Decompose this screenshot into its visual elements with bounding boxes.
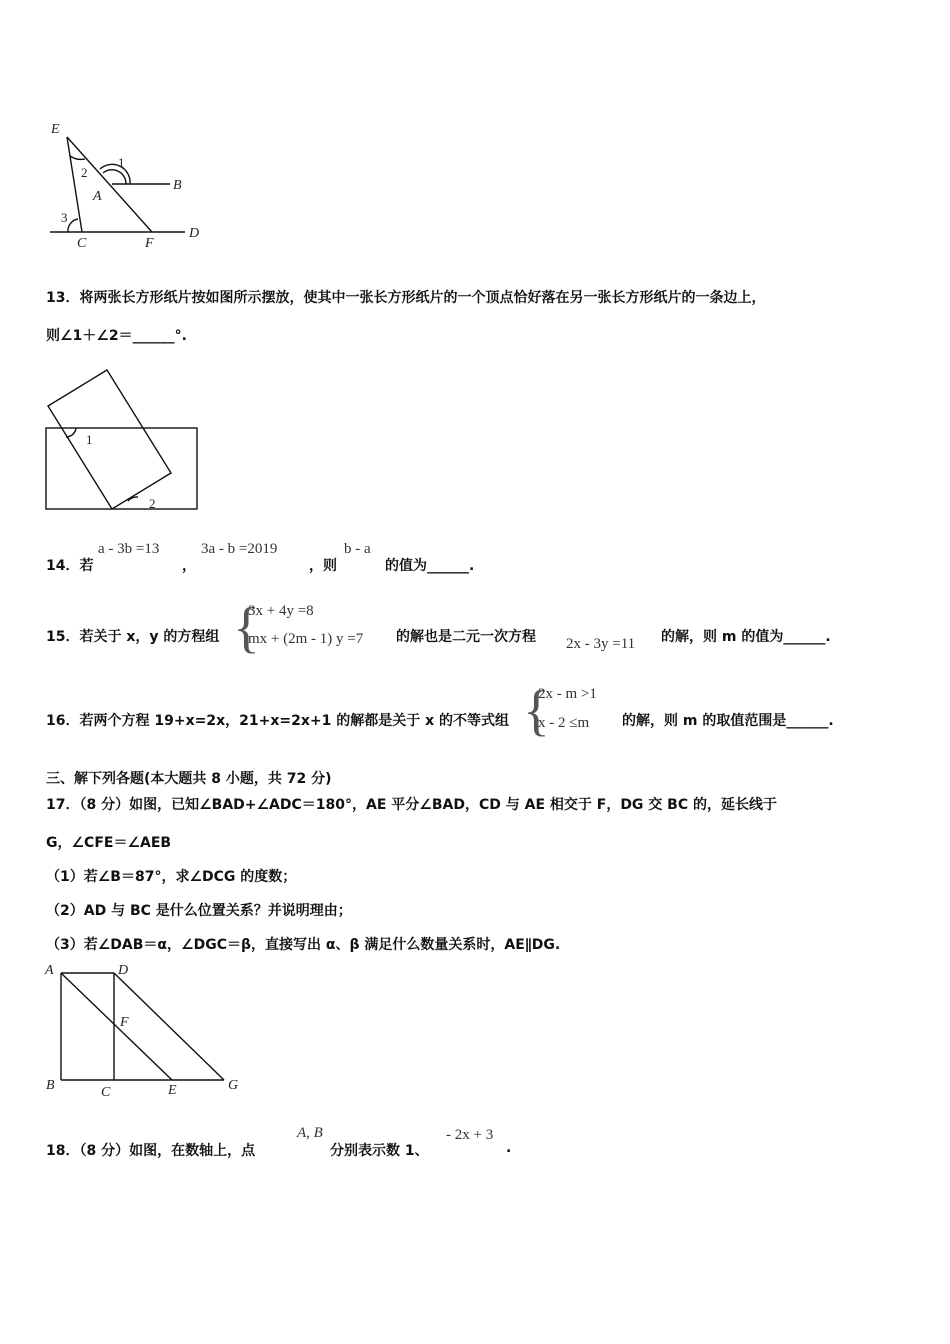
q15-eq: 2x - 3y =11 <box>566 636 636 652</box>
label-2: 2 <box>81 165 88 180</box>
label-G: G <box>228 1078 239 1093</box>
label-2: 2 <box>149 496 156 511</box>
q14-prefix: 14．若 <box>46 558 94 574</box>
label-B: B <box>173 178 182 193</box>
label-F: F <box>120 1015 129 1030</box>
q17-sub3: （3）若∠DAB＝α，∠DGC＝β，直接写出 α、β 满足什么数量关系时，AE∥DG. <box>46 937 561 953</box>
angle-arc-1 <box>66 428 76 437</box>
q13-line1: 13．将两张长方形纸片按如图所示摆放，使其中一张长方形纸片的一个顶点恰好落在另一张长方形纸片的一条边上， <box>46 290 766 306</box>
q14-eq2: 3a - b =2019 <box>201 541 278 557</box>
q18-suffix: . <box>506 1140 512 1156</box>
label-3: 3 <box>61 210 68 225</box>
q17-sub1: （1）若∠B＝87°，求∠DCG 的度数； <box>46 869 297 885</box>
label-C: C <box>77 236 87 251</box>
label-B: B <box>46 1078 55 1093</box>
q14-comma: ， <box>182 558 196 574</box>
figure-q13 <box>40 365 210 515</box>
q17-line1: 17．（8 分）如图，已知∠BAD+∠ADC＝180°，AE 平分∠BAD，CD 与 AE 相交于 F，DG 交 BC 的，延长线于 <box>46 797 777 813</box>
q17-sub2: （2）AD 与 BC 是什么位置关系？并说明理由； <box>46 903 352 919</box>
figure-q17 <box>40 958 250 1103</box>
label-E: E <box>51 122 60 137</box>
q15-suffix: 的解，则 m 的值为______. <box>661 629 831 645</box>
q16-brace: { <box>523 680 550 742</box>
label-E: E <box>168 1083 177 1098</box>
q15-sys2: mx + (2m - 1) y =7 <box>248 631 364 647</box>
label-A: A <box>45 963 54 978</box>
q14-suffix: 的值为______. <box>385 558 475 574</box>
q16-sys2: x - 2 ≤m <box>538 715 590 731</box>
q18-points: A, B <box>297 1125 323 1141</box>
figure-q12 <box>40 115 220 255</box>
segment-dg <box>114 973 224 1080</box>
q14-eq1: a - 3b =13 <box>98 541 160 557</box>
q16-sys1: 2x - m >1 <box>538 686 597 702</box>
q17-line2: G，∠CFE＝∠AEB <box>46 835 172 851</box>
q16-prefix: 16．若两个方程 19+x=2x，21+x=2x+1 的解都是关于 x 的不等式组 <box>46 713 509 729</box>
q15-sys1: 3x + 4y =8 <box>248 603 314 619</box>
label-F: F <box>145 236 154 251</box>
q15-prefix: 15．若关于 x，y 的方程组 <box>46 629 220 645</box>
q14-then: ，则 <box>309 558 337 574</box>
angle-arc-3 <box>68 219 78 232</box>
label-D: D <box>118 963 129 978</box>
label-C: C <box>101 1085 111 1100</box>
q18-expr: - 2x + 3 <box>446 1127 494 1143</box>
q18-prefix: 18．（8 分）如图，在数轴上，点 <box>46 1143 256 1159</box>
label-A: A <box>93 189 102 204</box>
segment-ae <box>61 973 172 1080</box>
angle-arc-2 <box>70 156 85 159</box>
q18-middle: 分别表示数 1、 <box>330 1143 429 1159</box>
section3-title: 三、解下列各题(本大题共 8 小题，共 72 分) <box>46 771 332 787</box>
label-D: D <box>189 226 200 241</box>
rect-tilted <box>48 370 171 509</box>
q16-suffix: 的解，则 m 的取值范围是______. <box>622 713 834 729</box>
q15-middle: 的解也是二元一次方程 <box>396 629 536 645</box>
q14-expr: b - a <box>344 541 371 557</box>
label-1: 1 <box>86 432 93 447</box>
q13-line2: 则∠1＋∠2＝______°. <box>46 328 187 344</box>
q15-brace: { <box>233 597 260 659</box>
label-1: 1 <box>118 155 125 170</box>
